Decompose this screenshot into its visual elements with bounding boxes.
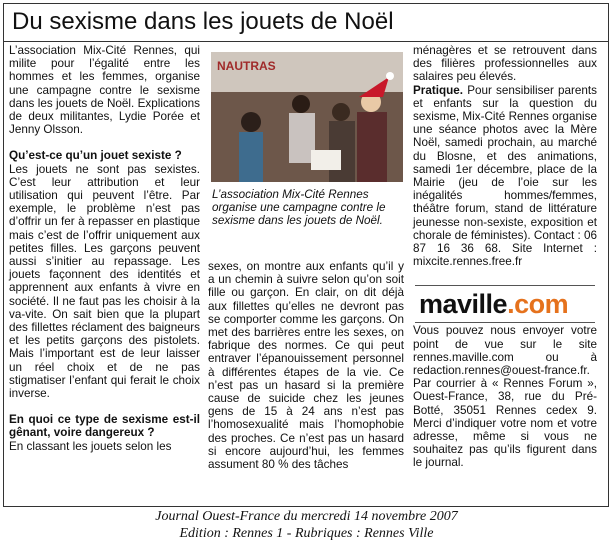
question-1-heading: Qu’est-ce qu’un jouet sexiste ? <box>9 149 182 163</box>
maville-logo-box <box>415 285 595 323</box>
reader-invitation: Vous pouvez nous envoyer votre point de vue sur le site rennes.maville.com ou à redaction.rennes@ouest-france.fr. Par courrier à « Rennes Forum », Ouest-France, 38, rue du Pré-Botté, 35051 Rennes cedex 9. Merci d’indiquer votre nom et votre adresse, même si vous ne souhaitez pas qu’ils figurent dans le journal. <box>413 324 597 470</box>
answer-1-text: Les jouets ne sont pas sexistes. C’est leur attribution et leur utilisation qui peuvent l’être. Par exemple, le problème n’est pas d’offrir un fer à repasser en plastique mais c’est de l’offrir uniquement aux petites filles. Les garçons peuvent aussi s’initier au repassage. Les jouets façonnent des identités et apprennent aux enfants à vivre en société. Il ne faut pas les choisir à la va-vite. On sait bien que la plupart des fillettes réclament des baigneurs et les petits garçons des pistolets. Mais l’important est de leur laisser un réel choix et de ne pas stigmatiser l’enfant qui ferait le choix inverse. <box>9 162 200 401</box>
logo-part-1: maville <box>419 289 508 319</box>
photo-banner-text: NAUTRAS <box>217 59 276 73</box>
logo-part-2: .com <box>507 289 569 319</box>
column-3 <box>413 44 597 470</box>
answer-2-end: ménagères et se retrouvent dans des filières professionnelles aux salaires peu élevés. <box>413 44 597 84</box>
maville-logo <box>419 287 568 321</box>
photo-illustration <box>211 52 403 182</box>
footer-line-1: Journal Ouest-France du mercredi 14 novembre 2007 <box>155 509 458 524</box>
article-title: Du sexisme dans les jouets de Noël <box>12 8 394 35</box>
photo-caption: L’association Mix-Cité Rennes organise une campagne contre le sexisme dans les jouets de Noël. <box>212 188 386 228</box>
column-2 <box>208 260 404 471</box>
footer-line-2: Edition : Rennes 1 - Rubriques : Rennes Ville <box>179 526 434 541</box>
answer-2-middle: sexes, on montre aux enfants qu’il y a un chemin à suivre selon qu’on soit fille ou garçon. En clair, on dit déjà aux fillettes qu’elles ne devront pas se comporter comme les garçons. On met des barrières entre les sexes, on fabrique des normes. Ce qui peut entraver l’épanouissement personnel à différentes étapes de la vie. Ce n’est pas un hasard si la première cause de suicide chez les jeunes gens de 15 à 24 ans n’est pas l’homosexualité mais l’homophobie des proches. Ce n’est pas un hasard si encore aujourd’hui, les femmes assument 80 % des tâches <box>208 260 404 472</box>
practical-text: Pour sensibiliser parents et enfants sur la question du sexisme, Mix-Cité Rennes organise une séance photos avec la Mère Noël, samedi prochain, au marché du Blosne, et des animations, samedi 1er décembre, place de la Mairie (jeu de l’oie sur les inégalités hommes/femmes, théâtre forum, stand de littérature jeunesse non-sexiste, exposition et chorale de féministes). Contact : 06 87 16 36 68. Site Internet : mixcite.rennes.free.fr <box>413 83 597 269</box>
question-2-heading: En quoi ce type de sexisme est-il gênant, voire dangereux ? <box>9 413 200 440</box>
column-1 <box>9 44 200 453</box>
article-photo <box>211 52 403 182</box>
practical-heading: Pratique. <box>413 83 464 97</box>
title-bar <box>4 4 608 42</box>
source-footer <box>0 508 613 542</box>
answer-2-start: En classant les jouets selon les <box>9 439 172 453</box>
article-intro: L’association Mix-Cité Rennes, qui milite pour l’égalité entre les hommes et les femmes, organise une campagne contre le sexisme dans les jouets de Noël. Explications de deux militantes, Lydie Porée et Jenny Olsson. <box>9 44 200 137</box>
